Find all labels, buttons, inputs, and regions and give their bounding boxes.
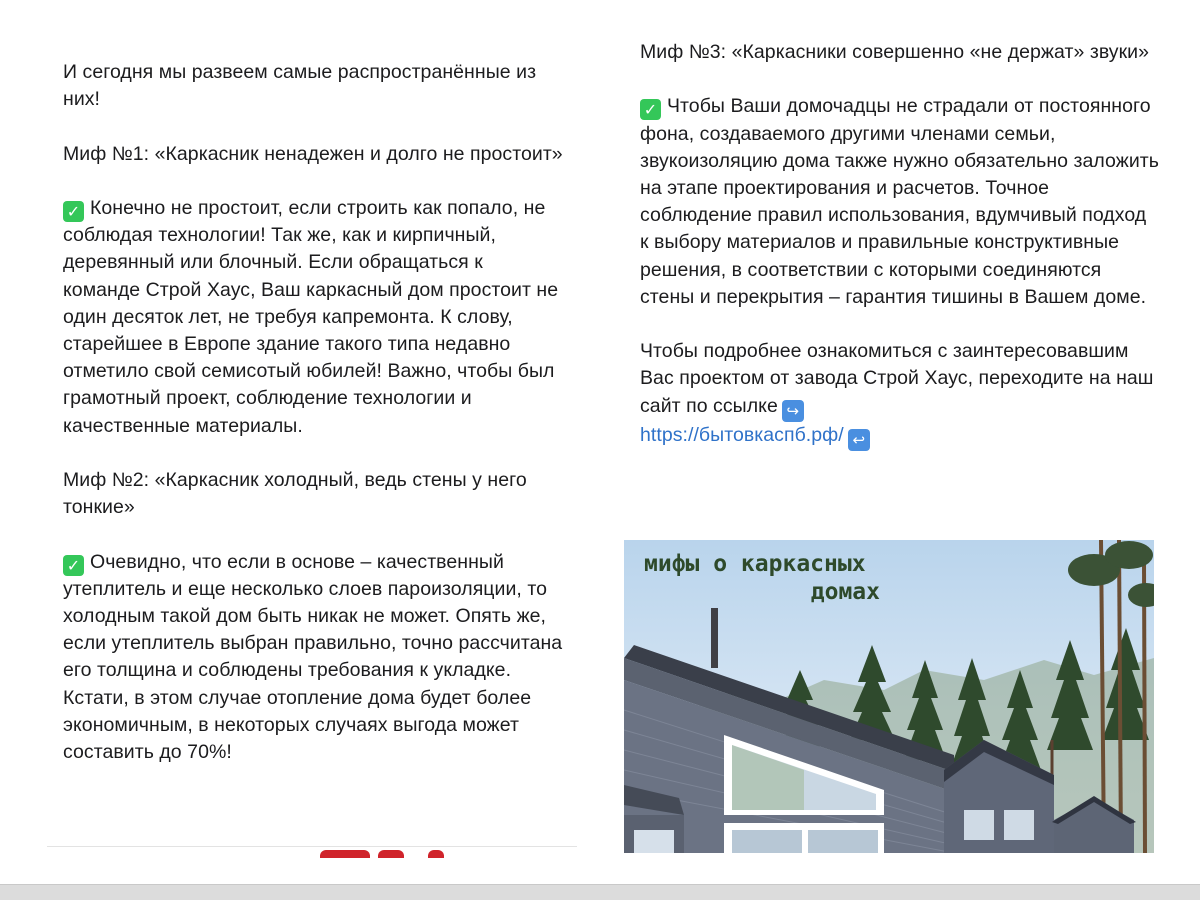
myth2-body [63, 549, 563, 767]
right-arrow-curving-up-icon: ↪ [782, 400, 804, 422]
caption-line-2: домах [810, 579, 880, 605]
check-mark-button-icon: ✓ [63, 555, 84, 576]
myth3-body [640, 93, 1160, 311]
myth1-body [63, 195, 563, 440]
right-text-column [640, 39, 1160, 451]
bottom-divider [47, 846, 577, 847]
bottom-bar [0, 884, 1200, 900]
myth1-body-text: Конечно не простоит, если строить как попало, не соблюдая технологии! Так же, как и кирпичный, деревянный или блочный. Если обращаться к команде Строй Хаус, Ваш каркасный дом простоит не один десяток лет, не требуя капремонта. К слову, старейшее в Европе здание такого типа недавно отметило свой семисотый юбилей! Важно, чтобы был грамотный проект, соблюдение технологии и качественные материалы. [63, 196, 559, 437]
myth1-title: Миф №1: «Каркасник ненадежен и долго не простоит» [63, 142, 563, 165]
cta-text: Чтобы подробнее ознакомиться с заинтересовавшим Вас проектом от завода Строй Хаус, переходите на наш сайт по ссылке [640, 340, 1154, 417]
myth2-title: Миф №2: «Каркасник холодный, ведь стены у него тонкие» [63, 469, 527, 519]
myth2-body-text: Очевидно, что если в основе – качественный утеплитель и еще несколько слоев пароизоляции, то холодным такой дом быть никак не может. Опять же, если утеплитель выбран правильно, точно рассчитана его толщина и соблюдены требования к укладке. Кстати, в этом случае отопление дома будет более экономичным, в некоторых случаях выгода может составить до 70%! [63, 550, 563, 764]
image-caption [644, 550, 884, 606]
myth3-body-text: Чтобы Ваши домочадцы не страдали от постоянного фона, создаваемого другими членами семьи, звукоизоляцию дома также нужно обязательно заложить на этапе проектирования и расчетов. Точное соблюдение правил использования, вдумчивый подход к выбору материалов и правильные конструктивные решения, в соответствии с которыми соединяются стены и перекрытия – гарантия тишины в Вашем доме. [640, 95, 1159, 308]
check-mark-button-icon: ✓ [640, 99, 661, 120]
cropped-red-graphic [318, 848, 448, 858]
left-arrow-curving-right-icon: ↩ [848, 429, 870, 451]
left-text-column [63, 59, 563, 766]
caption-line-1: мифы о каркасных [644, 551, 866, 577]
site-link[interactable]: https://бытовкаспб.рф/ [640, 423, 844, 446]
intro-text: И сегодня мы развеем самые распространённые из них! [63, 61, 537, 111]
check-mark-button-icon: ✓ [63, 201, 84, 222]
house-photo [624, 540, 1154, 853]
myth3-title: Миф №3: «Каркасники совершенно «не держат» звуки» [640, 41, 1150, 63]
cta-paragraph [640, 338, 1160, 450]
